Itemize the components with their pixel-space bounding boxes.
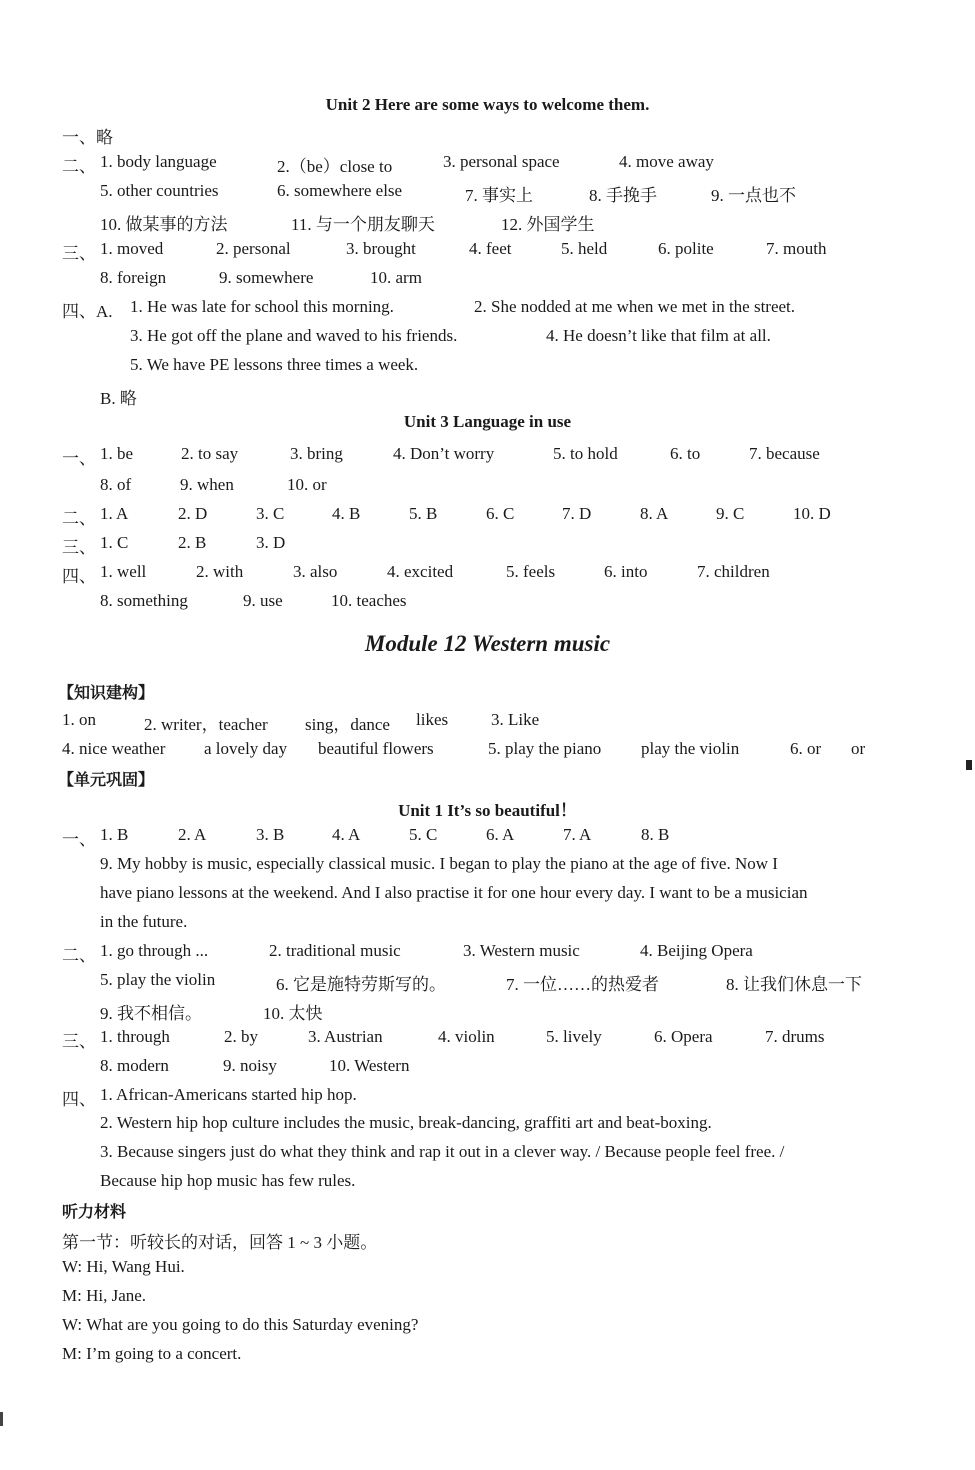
answer-item: 9. C <box>716 504 745 523</box>
unit3-sec4-label: 四、 <box>62 567 96 586</box>
answer-item: sing，dance <box>305 715 390 734</box>
answer-item: a lovely day <box>204 739 288 758</box>
answer-item: 10. or <box>287 475 327 494</box>
answer-item: 9. somewhere <box>219 268 314 287</box>
answer-item: 2. with <box>196 562 244 581</box>
answer-item: 8. something <box>100 591 188 610</box>
answer-item: 2. writer，teacher <box>144 715 268 734</box>
unit3-sec3-label: 三、 <box>62 538 96 557</box>
unit2-sec1: 一、略 <box>62 128 113 147</box>
answer-item: 1. body language <box>100 152 217 171</box>
consolidation-header: 【单元巩固】 <box>58 770 155 789</box>
dialogue-line: M: Hi, Jane. <box>62 1286 147 1305</box>
answer-item: 8. of <box>100 475 132 494</box>
answer-item: 8. foreign <box>100 268 167 287</box>
answer-line: Because hip hop music has few rules. <box>100 1171 356 1190</box>
answer-item: 2. personal <box>216 239 291 258</box>
answer-item: 8. modern <box>100 1056 169 1075</box>
answer-item: 10. 做某事的方法 <box>100 215 228 234</box>
unit2-sec2-label: 二、 <box>62 157 96 176</box>
answer-item: 7. mouth <box>766 239 827 258</box>
answer-item: 9. 一点也不 <box>711 186 796 205</box>
answer-item: 1. C <box>100 533 129 552</box>
listening-intro: 第一节：听较长的对话，回答 1 ~ 3 小题。 <box>62 1233 378 1252</box>
answer-item: 4. nice weather <box>62 739 166 758</box>
m12u1-sec4-label: 四、 <box>62 1090 96 1109</box>
paragraph-line: in the future. <box>100 912 188 931</box>
answer-item: 10. teaches <box>331 591 407 610</box>
answer-item: 5. lively <box>546 1027 602 1046</box>
answer-item: 10. Western <box>329 1056 410 1075</box>
unit2-sec4-label: 四、A. <box>62 302 113 321</box>
answer-item: 6. somewhere else <box>277 181 403 200</box>
answer-item: 6. into <box>604 562 648 581</box>
unit2-sec4-b: B. 略 <box>100 389 137 408</box>
answer-item: 6. polite <box>658 239 714 258</box>
unit2-sec3-label: 三、 <box>62 244 96 263</box>
answer-item: 12. 外国学生 <box>501 215 595 234</box>
answer-item: 4. excited <box>387 562 454 581</box>
dialogue-line: W: What are you going to do this Saturday evening? <box>62 1315 419 1334</box>
answer-item: 2. to say <box>181 444 239 463</box>
answer-item: 3. D <box>256 533 286 552</box>
unit3-sec2-label: 二、 <box>62 509 96 528</box>
answer-item: 7. D <box>562 504 592 523</box>
answer-item: 9. noisy <box>223 1056 277 1075</box>
answer-item: 4. Beijing Opera <box>640 941 753 960</box>
answer-item: 5. other countries <box>100 181 219 200</box>
answer-item: 7. because <box>749 444 820 463</box>
answer-item: 5. C <box>409 825 438 844</box>
answer-item: 3. He got off the plane and waved to his friends. <box>130 326 458 345</box>
module12-title: Module 12 Western music <box>364 631 611 656</box>
answer-item: 8. 手挽手 <box>589 186 657 205</box>
scan-mark <box>0 1412 3 1426</box>
answer-item: 3. C <box>256 504 285 523</box>
answer-item: 2. She nodded at me when we met in the street. <box>474 297 796 316</box>
answer-item: 7. 一位……的热爱者 <box>506 975 659 994</box>
m12u1-sec3-label: 三、 <box>62 1032 96 1051</box>
answer-item: 6. C <box>486 504 515 523</box>
answer-item: 5. feels <box>506 562 556 581</box>
answer-item: 3. bring <box>290 444 343 463</box>
answer-item: 4. move away <box>619 152 714 171</box>
dialogue-line: M: I’m going to a concert. <box>62 1344 242 1363</box>
m12u1-sec1-label: 一、 <box>62 830 96 849</box>
answer-item: 1. through <box>100 1027 170 1046</box>
answer-item: 5. We have PE lessons three times a week. <box>130 355 419 374</box>
answer-line: 2. Western hip hop culture includes the music, break-dancing, graffiti art and beat-boxing. <box>100 1113 712 1132</box>
answer-item: 4. Don’t worry <box>393 444 495 463</box>
answer-item: 4. A <box>332 825 361 844</box>
paragraph-line: have piano lessons at the weekend. And I also practise it for one hour every day. I want to be a musician <box>100 883 808 902</box>
unit2-title: Unit 2 Here are some ways to welcome them. <box>325 95 650 114</box>
answer-item: 1. on <box>62 710 96 729</box>
answer-item: 9. when <box>180 475 234 494</box>
answer-item: 4. He doesn’t like that film at all. <box>546 326 771 345</box>
dialogue-line: W: Hi, Wang Hui. <box>62 1257 185 1276</box>
answer-item: 5. play the piano <box>488 739 602 758</box>
answer-item: 1. He was late for school this morning. <box>130 297 394 316</box>
answer-item: 6. Opera <box>654 1027 713 1046</box>
unit3-sec1-label: 一、 <box>62 449 96 468</box>
answer-item: 8. 让我们休息一下 <box>726 975 862 994</box>
answer-item: 1. well <box>100 562 147 581</box>
answer-item: 3. Austrian <box>308 1027 383 1046</box>
answer-item: 5. held <box>561 239 608 258</box>
answer-item: 6. 它是施特劳斯写的。 <box>276 975 446 994</box>
answer-item: 2. B <box>178 533 207 552</box>
m12-unit1-title: Unit 1 It’s so beautiful！ <box>398 801 577 820</box>
answer-item: 5. B <box>409 504 438 523</box>
answer-item: 6. A <box>486 825 515 844</box>
scan-mark <box>966 760 972 770</box>
answer-item: 9. 我不相信。 <box>100 1004 202 1023</box>
answer-item: 1. moved <box>100 239 164 258</box>
answer-item: 7. 事实上 <box>465 186 533 205</box>
listening-header: 听力材料 <box>62 1202 127 1221</box>
answer-item: 7. children <box>697 562 770 581</box>
answer-item: or <box>851 739 866 758</box>
answer-item: 9. use <box>243 591 283 610</box>
answer-item: 1. A <box>100 504 129 523</box>
answer-item: 2. traditional music <box>269 941 401 960</box>
answer-item: 7. A <box>563 825 592 844</box>
answer-line: 3. Because singers just do what they think and rap it out in a clever way. / Because people feel free. / <box>100 1142 785 1161</box>
answer-item: 4. feet <box>469 239 512 258</box>
answer-item: 6. or <box>790 739 822 758</box>
paragraph-line: 9. My hobby is music, especially classical music. I began to play the piano at the age of five. Now I <box>100 854 778 873</box>
m12u1-sec2-label: 二、 <box>62 946 96 965</box>
answer-item: 1. B <box>100 825 129 844</box>
answer-item: 3. personal space <box>443 152 560 171</box>
answer-item: 3. Like <box>491 710 540 729</box>
answer-item: beautiful flowers <box>318 739 434 758</box>
answer-item: 10. 太快 <box>263 1004 323 1023</box>
answer-item: 3. brought <box>346 239 416 258</box>
answer-item: 5. play the violin <box>100 970 216 989</box>
answer-item: 3. also <box>293 562 338 581</box>
answer-item: 8. A <box>640 504 669 523</box>
answer-item: 2. by <box>224 1027 258 1046</box>
answer-item: 1. be <box>100 444 134 463</box>
answer-item: 3. Western music <box>463 941 580 960</box>
answer-item: 6. to <box>670 444 701 463</box>
answer-item: 10. arm <box>370 268 422 287</box>
answer-item: 4. violin <box>438 1027 495 1046</box>
answer-item: 11. 与一个朋友聊天 <box>291 215 435 234</box>
knowledge-header: 【知识建构】 <box>58 683 155 702</box>
answer-item: 2. A <box>178 825 207 844</box>
answer-item: play the violin <box>641 739 740 758</box>
answer-item: 3. B <box>256 825 285 844</box>
answer-item: 2.（be）close to <box>277 157 393 176</box>
answer-item: 10. D <box>793 504 831 523</box>
answer-item: 5. to hold <box>553 444 618 463</box>
answer-item: likes <box>416 710 449 729</box>
answer-item: 2. D <box>178 504 208 523</box>
answer-line: 1. African-Americans started hip hop. <box>100 1085 357 1104</box>
answer-item: 1. go through ... <box>100 941 209 960</box>
answer-item: 7. drums <box>765 1027 825 1046</box>
unit3-title: Unit 3 Language in use <box>403 412 572 431</box>
answer-item: 4. B <box>332 504 361 523</box>
answer-item: 8. B <box>641 825 670 844</box>
